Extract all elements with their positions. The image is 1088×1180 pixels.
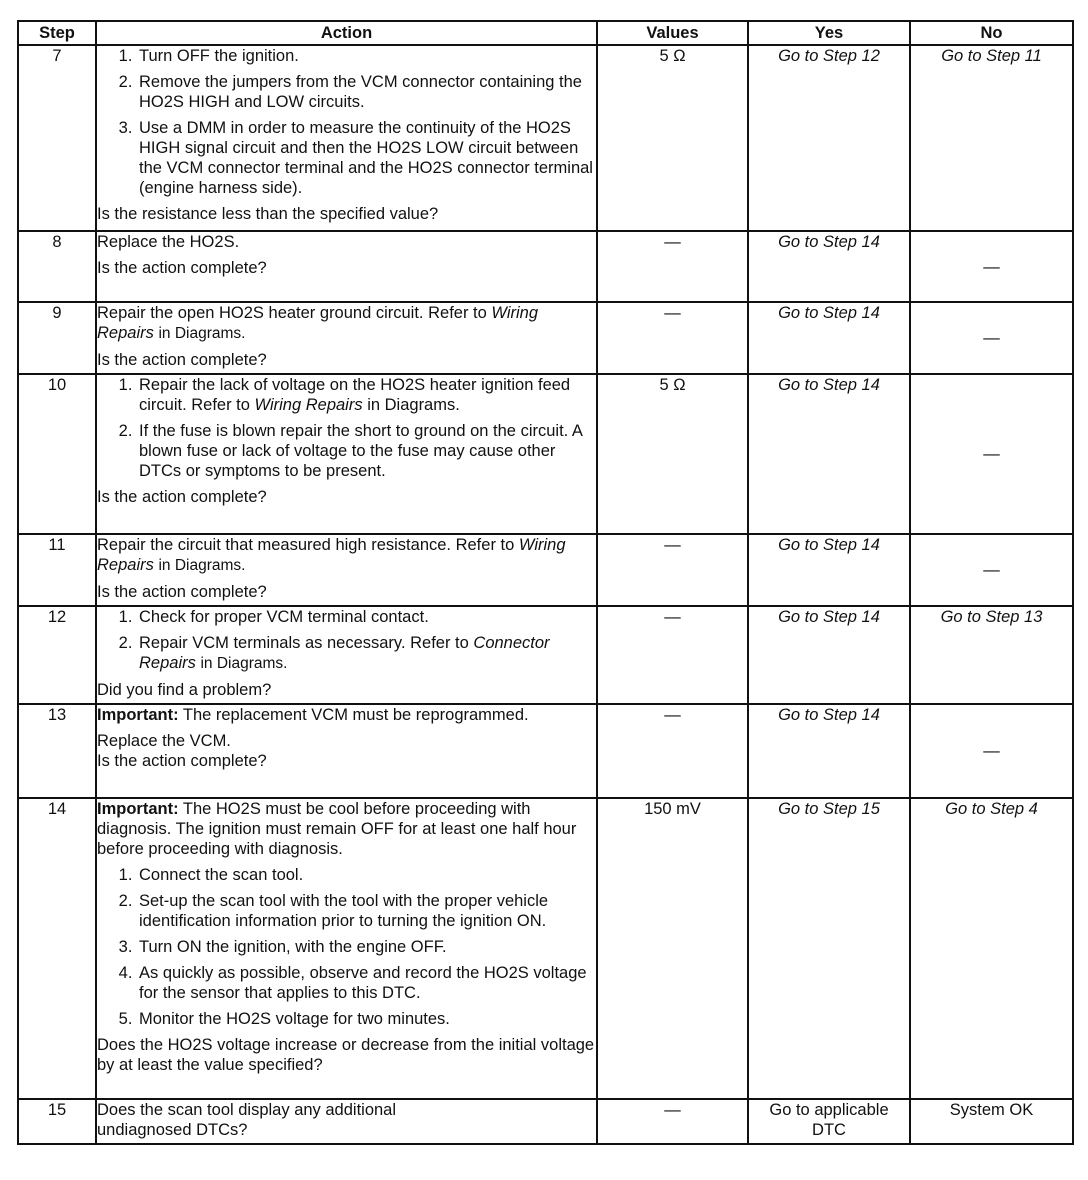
reference-suffix: in Diagrams. bbox=[200, 655, 288, 672]
important-note bbox=[97, 799, 596, 859]
no-system-ok: System OK bbox=[949, 1101, 1034, 1119]
no-cell: — bbox=[910, 374, 1073, 534]
values-cell: — bbox=[597, 704, 748, 798]
table-row-step-8 bbox=[18, 231, 1073, 302]
step-number: 12 bbox=[18, 606, 96, 704]
diagnostic-table bbox=[17, 20, 1074, 1145]
table-row-step-7 bbox=[18, 45, 1073, 231]
action-cell bbox=[96, 534, 597, 606]
yes-goto-link: Go to Step 14 bbox=[778, 536, 880, 554]
yes-goto-link: Go to Step 14 bbox=[778, 706, 880, 724]
action-text bbox=[97, 535, 596, 576]
yes-cell bbox=[748, 606, 910, 704]
yes-cell bbox=[748, 798, 910, 1099]
no-cell bbox=[910, 1099, 1073, 1144]
yes-cell bbox=[748, 231, 910, 302]
yes-cell bbox=[748, 704, 910, 798]
action-question: Is the action complete? bbox=[97, 488, 267, 506]
important-text: The HO2S must be cool before proceeding with diagnosis. The ignition must remain OFF for at least one half hour before proceeding with diagnosis. bbox=[97, 800, 577, 858]
action-text-main: Repair the circuit that measured high resistance. Refer to bbox=[97, 536, 515, 554]
important-label: Important: bbox=[97, 800, 179, 818]
values-cell: — bbox=[597, 606, 748, 704]
action-cell bbox=[96, 302, 597, 374]
important-note bbox=[97, 705, 596, 725]
table-row-step-11 bbox=[18, 534, 1073, 606]
action-text bbox=[97, 303, 596, 344]
action-question: Is the resistance less than the specified value? bbox=[97, 205, 439, 223]
yes-cell bbox=[748, 374, 910, 534]
step-number: 11 bbox=[18, 534, 96, 606]
action-cell bbox=[96, 704, 597, 798]
no-cell: — bbox=[910, 534, 1073, 606]
action-step-text: Repair the lack of voltage on the HO2S heater ignition feed circuit. Refer to bbox=[139, 376, 571, 414]
important-label: Important: bbox=[97, 706, 179, 724]
action-step: 3. Use a DMM in order to measure the continuity of the HO2S HIGH signal circuit and then the HO2S LOW circuit between the VCM connector terminal and the HO2S connector terminal (engine harness side). bbox=[137, 118, 596, 198]
action-steps-list bbox=[97, 375, 596, 481]
values-cell: — bbox=[597, 231, 748, 302]
action-step-text: Repair VCM terminals as necessary. Refer to bbox=[139, 634, 469, 652]
action-step: 3. Turn ON the ignition, with the engine OFF. bbox=[137, 937, 596, 957]
values-cell: — bbox=[597, 302, 748, 374]
no-goto-link: Go to Step 11 bbox=[941, 47, 1042, 65]
action-question: Is the action complete? bbox=[97, 259, 267, 277]
header-action: Action bbox=[96, 21, 597, 45]
action-text: Replace the VCM. bbox=[97, 732, 231, 750]
no-cell bbox=[910, 798, 1073, 1099]
values-cell: 5 Ω bbox=[597, 374, 748, 534]
action-question: Does the scan tool display any additional undiagnosed DTCs? bbox=[97, 1101, 397, 1139]
table-row-step-12 bbox=[18, 606, 1073, 704]
action-question: Is the action complete? bbox=[97, 752, 267, 770]
table-row-step-13 bbox=[18, 704, 1073, 798]
no-cell: — bbox=[910, 231, 1073, 302]
action-cell bbox=[96, 1099, 597, 1144]
no-goto-link: Go to Step 4 bbox=[945, 800, 1038, 818]
action-step: 2. Remove the jumpers from the VCM connector containing the HO2S HIGH and LOW circuits. bbox=[137, 72, 596, 112]
values-cell: 150 mV bbox=[597, 798, 748, 1099]
reference-suffix: in Diagrams. bbox=[367, 396, 460, 414]
reference-suffix: in Diagrams. bbox=[158, 325, 246, 342]
header-values: Values bbox=[597, 21, 748, 45]
reference-wiring-repairs: Wiring Repairs bbox=[97, 536, 566, 574]
yes-goto-link: Go to Step 15 bbox=[778, 800, 880, 818]
action-step: 5. Monitor the HO2S voltage for two minutes. bbox=[137, 1009, 596, 1029]
action-cell bbox=[96, 45, 597, 231]
table-row-step-15 bbox=[18, 1099, 1073, 1144]
step-number: 9 bbox=[18, 302, 96, 374]
header-row bbox=[18, 21, 1073, 45]
action-cell bbox=[96, 606, 597, 704]
header-yes: Yes bbox=[748, 21, 910, 45]
important-text: The replacement VCM must be reprogrammed. bbox=[182, 706, 529, 724]
no-goto-link: Go to Step 13 bbox=[940, 608, 1043, 626]
step-number: 14 bbox=[18, 798, 96, 1099]
action-step: 2. Set-up the scan tool with the tool with the proper vehicle identification information prior to turning the ignition ON. bbox=[137, 891, 596, 931]
action-question: Is the action complete? bbox=[97, 583, 267, 601]
action-steps-list bbox=[97, 865, 596, 1029]
no-cell: — bbox=[910, 302, 1073, 374]
action-step bbox=[137, 375, 596, 415]
yes-cell bbox=[748, 45, 910, 231]
action-steps-list bbox=[97, 607, 596, 674]
values-cell: — bbox=[597, 534, 748, 606]
table-row-step-14 bbox=[18, 798, 1073, 1099]
action-question: Did you find a problem? bbox=[97, 681, 272, 699]
reference-wiring-repairs: Wiring Repairs bbox=[97, 304, 538, 342]
no-cell: — bbox=[910, 704, 1073, 798]
action-step: 4. As quickly as possible, observe and record the HO2S voltage for the sensor that applies to this DTC. bbox=[137, 963, 596, 1003]
yes-goto-link: Go to Step 14 bbox=[778, 608, 880, 626]
yes-cell bbox=[748, 534, 910, 606]
action-text-main: Repair the open HO2S heater ground circuit. Refer to bbox=[97, 304, 487, 322]
header-step: Step bbox=[18, 21, 96, 45]
no-cell bbox=[910, 606, 1073, 704]
yes-goto-link: Go to Step 14 bbox=[778, 304, 880, 322]
action-cell bbox=[96, 231, 597, 302]
step-number: 10 bbox=[18, 374, 96, 534]
table-row-step-9 bbox=[18, 302, 1073, 374]
action-step: 1. Check for proper VCM terminal contact. bbox=[137, 607, 596, 627]
action-step: 1. Turn OFF the ignition. bbox=[137, 46, 596, 66]
yes-cell bbox=[748, 1099, 910, 1144]
step-number: 7 bbox=[18, 45, 96, 231]
yes-goto-applicable-dtc: Go to applicable DTC bbox=[769, 1101, 889, 1139]
reference-suffix: in Diagrams. bbox=[158, 557, 246, 574]
action-text: Replace the HO2S. bbox=[97, 233, 240, 251]
step-number: 8 bbox=[18, 231, 96, 302]
action-step bbox=[137, 633, 596, 674]
no-cell bbox=[910, 45, 1073, 231]
action-step: 1. Connect the scan tool. bbox=[137, 865, 596, 885]
step-number: 13 bbox=[18, 704, 96, 798]
action-cell bbox=[96, 374, 597, 534]
action-steps-list bbox=[97, 46, 596, 198]
yes-goto-link: Go to Step 12 bbox=[778, 47, 880, 65]
yes-goto-link: Go to Step 14 bbox=[778, 376, 880, 394]
table-row-step-10 bbox=[18, 374, 1073, 534]
reference-connector-repairs: Connector Repairs bbox=[139, 634, 550, 672]
values-cell: 5 Ω bbox=[597, 45, 748, 231]
values-cell: — bbox=[597, 1099, 748, 1144]
step-number: 15 bbox=[18, 1099, 96, 1144]
header-no: No bbox=[910, 21, 1073, 45]
action-step: 2. If the fuse is blown repair the short to ground on the circuit. A blown fuse or lack of voltage to the fuse may cause other DTCs or symptoms to be present. bbox=[137, 421, 596, 481]
yes-cell bbox=[748, 302, 910, 374]
action-question: Does the HO2S voltage increase or decrease from the initial voltage by at least the value specified? bbox=[97, 1036, 595, 1074]
yes-goto-link: Go to Step 14 bbox=[778, 233, 880, 251]
action-cell bbox=[96, 798, 597, 1099]
action-question: Is the action complete? bbox=[97, 351, 267, 369]
reference-wiring-repairs: Wiring Repairs bbox=[254, 396, 363, 414]
